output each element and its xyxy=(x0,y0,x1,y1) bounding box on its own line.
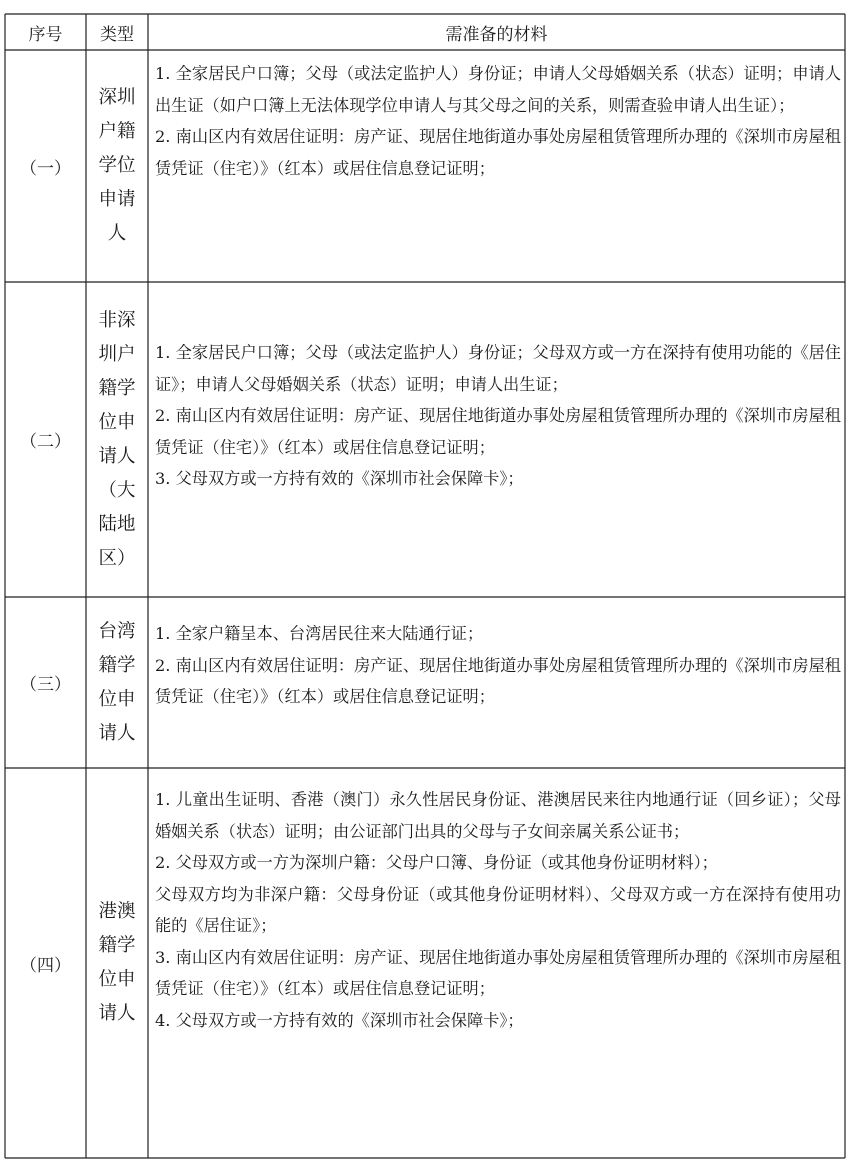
row-1-item-2: 2. 南山区内有效居住证明：房产证、现居住地街道办事处房屋租赁管理所办理的《深圳市房屋租赁凭证（住宅）》（红本）或居住信息登记证明； xyxy=(155,127,841,178)
header-type: 类型 xyxy=(100,24,134,45)
row-4-type-cell xyxy=(86,768,148,1158)
row-4-type: 港澳籍学位申请人 xyxy=(98,901,136,1024)
row-2-item-3: 3. 父母双方或一方持有效的《深圳市社会保障卡》； xyxy=(155,469,524,488)
row-2-seq: （二） xyxy=(20,432,71,452)
row-1-seq: （一） xyxy=(20,158,71,179)
row-4-item-4: 4. 父母双方或一方持有效的《深圳市社会保障卡》； xyxy=(155,1010,524,1030)
row-4-item-2b: 父母双方均为非深户籍：父母身份证（或其他身份证明材料）、父母双方或一方在深持有使用功能的《居住证》； xyxy=(155,884,841,935)
row-2-item-1: 1. 全家居民户口簿；父母（或法定监护人）身份证；父母双方或一方在深持有使用功能的《居住证》；申请人父母婚姻关系（状态）证明；申请人出生证； xyxy=(155,343,841,394)
row-1-materials xyxy=(148,58,845,282)
row-3-item-2: 2. 南山区内有效居住证明：房产证、现居住地街道办事处房屋租赁管理所办理的《深圳市房屋租赁凭证（住宅）》（红本）或居住信息登记证明； xyxy=(155,655,841,706)
row-3-type-cell xyxy=(86,597,148,768)
row-3-seq: （三） xyxy=(20,675,71,695)
row-2-item-2: 2. 南山区内有效居住证明：房产证、现居住地街道办事处房屋租赁管理所办理的《深圳市房屋租赁凭证（住宅）》（红本）或居住信息登记证明； xyxy=(155,406,841,457)
row-4-materials xyxy=(148,784,845,1158)
row-4-seq: （四） xyxy=(20,955,71,976)
row-3-materials xyxy=(148,618,845,768)
row-2-type-cell xyxy=(86,282,148,597)
row-4-item-2: 2. 父母双方或一方为深圳户籍：父母户口簿、身份证（或其他身份证明材料）； xyxy=(155,853,718,872)
row-1-type: 深圳户籍学位申请人 xyxy=(98,87,136,244)
row-2-materials xyxy=(148,337,845,597)
row-1-type-cell xyxy=(86,50,148,282)
row-3-type: 台湾籍学位申请人 xyxy=(98,620,136,744)
row-3-item-1: 1. 全家户籍呈本、台湾居民往来大陆通行证； xyxy=(155,624,484,643)
row-4-item-1: 1. 儿童出生证明、香港（澳门）永久性居民身份证、港澳居民来往内地通行证（回乡证）；父母婚姻关系（状态）证明；由公证部门出具的父母与子女间亲属关系公证书； xyxy=(155,790,841,841)
header-materials: 需准备的材料 xyxy=(445,24,548,45)
row-1-item-1: 1. 全家居民户口簿；父母（或法定监护人）身份证；申请人父母婚姻关系（状态）证明；申请人出生证（如户口簿上无法体现学位申请人与其父母之间的关系，则需查验申请人出生证）； xyxy=(155,64,841,115)
row-2-type: 非深圳户籍学位申请人（大陆地区） xyxy=(98,309,136,569)
header-seq: 序号 xyxy=(28,24,63,45)
row-4-item-3: 3. 南山区内有效居住证明：房产证、现居住地街道办事处房屋租赁管理所办理的《深圳市房屋租赁凭证（住宅）》（红本）或居住信息登记证明； xyxy=(155,947,841,998)
